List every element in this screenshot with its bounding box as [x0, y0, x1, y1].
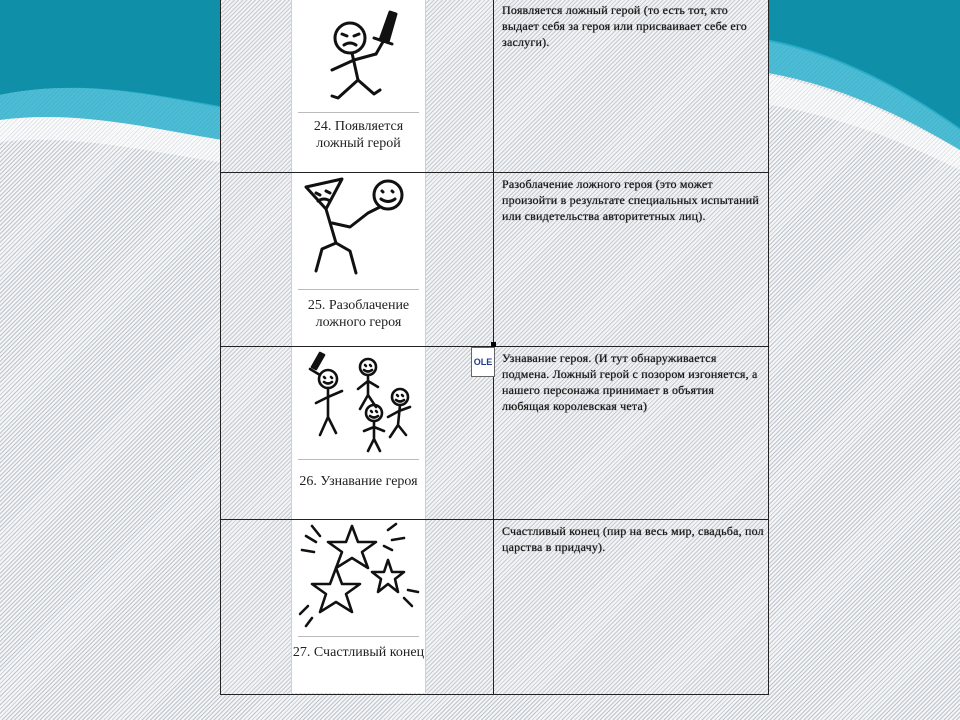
table-row	[221, 173, 768, 347]
illustration-card	[291, 173, 426, 346]
function-description: Счастливый конец (пир на весь мир, свадьба, пол царства в придачу).	[502, 524, 764, 554]
function-description: Узнавание героя. (И тут обнаруживается подмена. Ложный герой с позором изгоняется, а нашего персонажа принимает в объятия любящая королевская чета)	[502, 351, 758, 413]
table-row	[221, 0, 768, 173]
function-caption: 25. Разоблачение ложного героя	[307, 298, 410, 330]
caption-divider	[298, 289, 419, 290]
illustration-card	[291, 347, 426, 519]
function-description: Появляется ложный герой (то есть тот, кто выдает себя за героя или присваивает себе его заслуги).	[502, 3, 747, 49]
ole-object-icon[interactable]: OLE	[471, 347, 495, 377]
function-caption: 27. Счастливый конец	[292, 645, 425, 660]
function-description: Разоблачение ложного героя (это может произойти в результате специальных испытаний или свидетельства авторитетных лиц).	[502, 177, 759, 223]
celebration-stars-icon	[292, 520, 425, 632]
illustration-card	[291, 520, 426, 693]
caption-divider	[298, 636, 419, 637]
stick-figure-unmasked-icon	[292, 173, 425, 285]
table-row	[221, 520, 768, 693]
function-caption: 24. Появляется ложный герой	[313, 119, 404, 151]
hero-recognized-crowd-icon	[292, 347, 425, 455]
selection-handle[interactable]	[491, 342, 496, 347]
caption-divider	[298, 459, 419, 460]
stick-figure-with-sword-icon	[292, 0, 425, 110]
illustration-card	[291, 0, 426, 172]
caption-divider	[298, 112, 419, 113]
function-caption: 26. Узнавание героя	[299, 474, 418, 489]
